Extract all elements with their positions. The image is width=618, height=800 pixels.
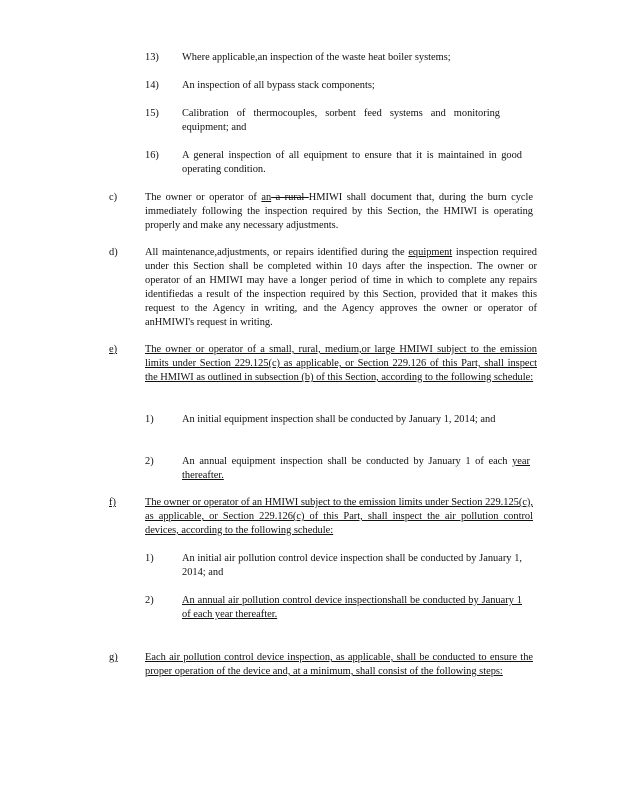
item-number: 1): [145, 414, 154, 425]
item-text: Where applicable,an inspection of the waste heat boiler systems;: [182, 52, 451, 63]
text-part: All maintenance,adjustments, or repairs identified during the: [145, 247, 409, 258]
section-text: Each air pollution control device inspection, as applicable, shall be conducted to ensure the proper operation of the device and, at a minimum, shall consist of the following steps:: [145, 652, 533, 677]
text-part: HMIWI shall document that, during the burn cycle immediately following the inspection required by this Section, the HMIWI is operating properly and make any necessary adjustments.: [145, 192, 533, 231]
section-letter: g): [109, 652, 118, 663]
section-text: [145, 191, 533, 233]
item-text: Calibration of thermocouples, sorbent feed systems and monitoring equipment; and: [182, 108, 500, 133]
inserted-text: year thereafter.: [182, 456, 530, 481]
section-text: The owner or operator of an HMIWI subject to the emission limits under Section 229.125(c), as applicable, or Section 229.126(c) of this Part, shall inspect the air pollution control devices, according to the following schedule:: [145, 497, 533, 536]
item-text: An initial equipment inspection shall be conducted by January 1, 2014; and: [182, 414, 496, 425]
section-letter: e): [109, 344, 118, 355]
section-letter: f): [109, 497, 116, 508]
section-letter: c): [109, 192, 118, 203]
item-text: An inspection of all bypass stack components;: [182, 80, 375, 91]
item-number: 16): [145, 150, 159, 161]
item-text: An annual air pollution control device inspectionshall be conducted by January 1 of each year thereafter.: [182, 595, 522, 620]
item-text: [182, 455, 530, 483]
item-text: An initial air pollution control device inspection shall be conducted by January 1, 2014; and: [182, 553, 522, 578]
item-text: A general inspection of all equipment to ensure that it is maintained in good operating condition.: [182, 150, 522, 175]
section-text: [145, 246, 537, 330]
section-letter: d): [109, 247, 118, 258]
item-number: 14): [145, 80, 159, 91]
item-number: 15): [145, 108, 159, 119]
inserted-text: an: [261, 192, 272, 203]
deleted-text: a rural: [271, 192, 309, 203]
item-number: 2): [145, 456, 154, 467]
item-number: 13): [145, 52, 159, 63]
inserted-text: equipment: [408, 247, 453, 258]
text-part: An annual equipment inspection shall be conducted by January 1 of each: [182, 456, 513, 467]
section-text: The owner or operator of a small, rural, medium,or large HMIWI subject to the emission limits under Section 229.125(c) as applicable, or Section 229.126 of this Part, shall inspect the HMIWI as outlined in subsection (b) of this Section, according to the following schedule:: [145, 344, 537, 383]
item-number: 2): [145, 595, 154, 606]
item-number: 1): [145, 553, 154, 564]
text-part: The owner or operator of: [145, 192, 262, 203]
text-part: inspection required under this Section shall be completed within 10 days after the inspection. The owner or operator of an HMIWI may have a longer period of time in which to complete any repairs identifiedas a result of the inspection required by this Section, provided that it makes this request to the Agency in writing, and the Agency approves the owner or operator of anHMIWI's request in writing.: [145, 247, 537, 328]
